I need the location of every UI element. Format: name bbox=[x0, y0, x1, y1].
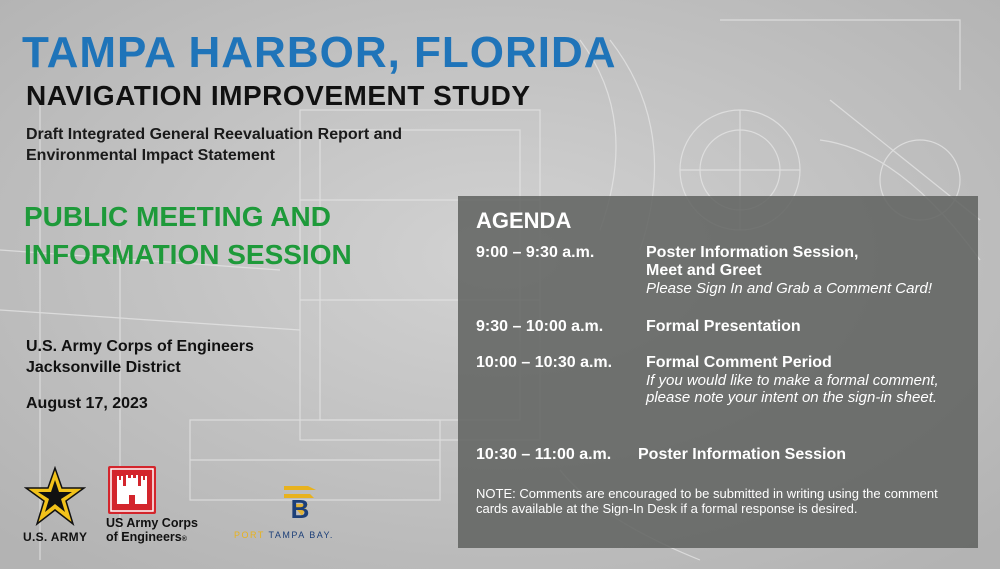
agenda-activity bbox=[638, 446, 978, 464]
usace-castle-icon bbox=[108, 466, 156, 514]
agenda-panel bbox=[458, 196, 978, 548]
agenda-activity-line: Poster Information Session bbox=[638, 446, 847, 463]
port-logo-part: TAMPA BAY. bbox=[268, 530, 334, 540]
port-monogram-letter: B bbox=[290, 494, 310, 524]
agenda-activity-line: Poster Information Session, bbox=[646, 244, 859, 261]
agenda-activity-line: Meet and Greet bbox=[646, 262, 762, 279]
agenda-activity bbox=[646, 354, 986, 406]
agenda-footnote: NOTE: Comments are encouraged to be submitted in writing using the comment cards available at the Sign-In Desk if a formal response is desired. bbox=[476, 486, 938, 516]
meeting-heading bbox=[24, 198, 444, 274]
report-description bbox=[26, 124, 496, 166]
agenda-activity bbox=[646, 244, 986, 297]
registered-mark: ® bbox=[181, 536, 187, 543]
organization bbox=[26, 336, 326, 378]
agenda-title: AGENDA bbox=[476, 208, 572, 233]
page-subtitle: NAVIGATION IMPROVEMENT STUDY bbox=[26, 80, 531, 111]
organization-name: U.S. Army Corps of Engineers bbox=[26, 338, 254, 355]
agenda-note: Please Sign In and Grab a Comment Card! bbox=[646, 280, 932, 297]
usace-logo-text bbox=[106, 516, 198, 547]
agenda-activity-line: Formal Presentation bbox=[646, 318, 801, 335]
usace-logo-line bbox=[106, 530, 198, 547]
port-tampa-bay-logo-text bbox=[234, 530, 334, 540]
page-title: TAMPA HARBOR, FLORIDA bbox=[22, 28, 617, 77]
report-description-line: Draft Integrated General Reevaluation Report and bbox=[26, 126, 403, 143]
agenda-activity-line: Formal Comment Period bbox=[646, 354, 832, 371]
agenda-time: 10:00 – 10:30 a.m. bbox=[476, 354, 613, 371]
agenda-time: 9:00 – 9:30 a.m. bbox=[476, 244, 595, 261]
meeting-heading-line: INFORMATION SESSION bbox=[24, 239, 352, 270]
usace-logo-line-text: of Engineers bbox=[106, 530, 182, 544]
port-tampa-bay-monogram-icon bbox=[278, 480, 322, 524]
agenda-note: If you would like to make a formal comment, please note your intent on the sign-in sheet. bbox=[646, 372, 939, 406]
agenda-time: 10:30 – 11:00 a.m. bbox=[476, 446, 612, 463]
port-logo-part: PORT bbox=[234, 530, 265, 540]
meeting-heading-line: PUBLIC MEETING AND bbox=[24, 201, 331, 232]
report-description-line: Environmental Impact Statement bbox=[26, 147, 275, 164]
army-star-icon bbox=[24, 466, 86, 528]
meeting-date: August 17, 2023 bbox=[26, 395, 148, 412]
agenda-time: 9:30 – 10:00 a.m. bbox=[476, 318, 604, 335]
agenda-activity bbox=[646, 318, 986, 336]
usace-logo-line: US Army Corps bbox=[106, 516, 198, 530]
army-logo-text: U.S. ARMY bbox=[23, 530, 88, 544]
organization-district: Jacksonville District bbox=[26, 359, 181, 376]
